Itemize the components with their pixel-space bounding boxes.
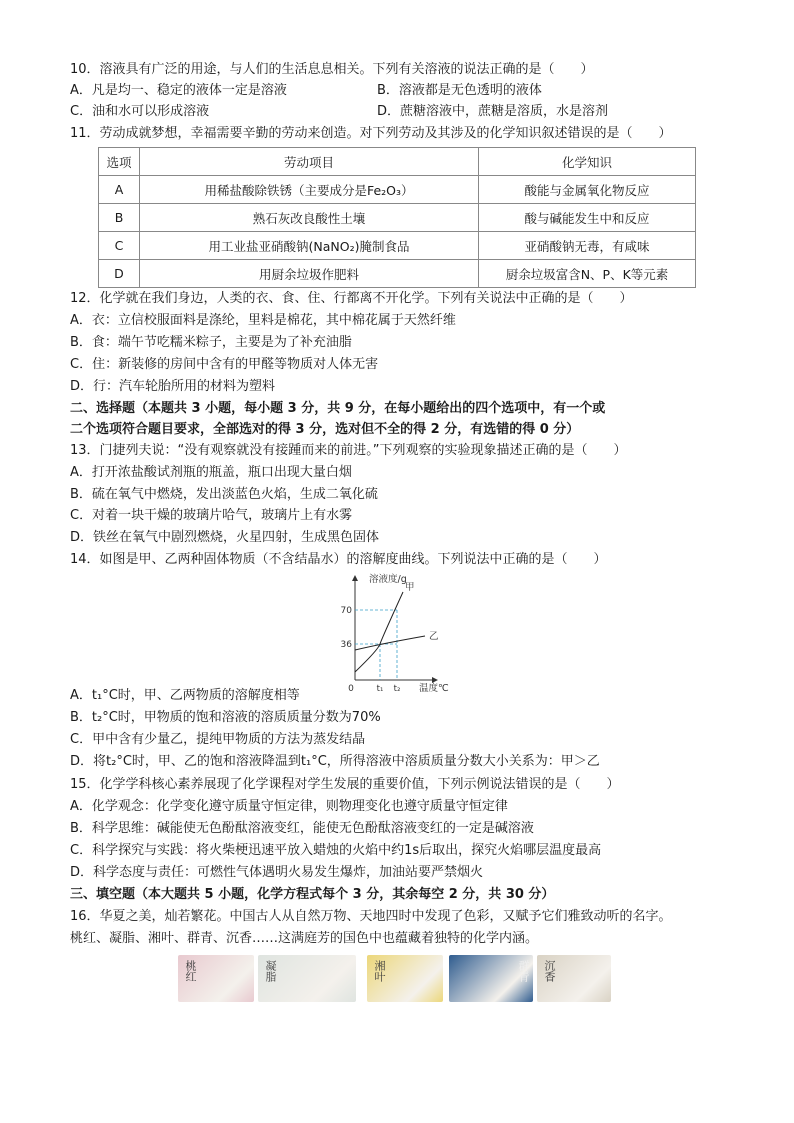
x-tick-label: t₂ <box>393 684 401 692</box>
table-cell-option: C <box>99 232 140 260</box>
labor-text: ） <box>401 182 414 198</box>
q10-option-a: A．凡是均一、稳定的液体一定是溶液 <box>70 83 287 98</box>
table-cell-labor <box>140 204 479 232</box>
table-row <box>99 176 696 204</box>
tile-caption: 凝脂 <box>264 960 277 982</box>
color-tile-image <box>367 955 443 1002</box>
chemical-formula: Fe₂O₃ <box>366 182 402 198</box>
q12-option-c: C．住：新装修的房间中含有的甲醛等物质对人体无害 <box>70 357 379 372</box>
series-label: 乙 <box>429 631 439 642</box>
q10-stem: 10．溶液具有广泛的用途，与人们的生活息息相关。下列有关溶液的说法正确的是（ ） <box>70 62 594 77</box>
q14-option-c: C．甲中含有少量乙，提纯甲物质的方法为蒸发结晶 <box>70 732 366 747</box>
q12-stem: 12．化学就在我们身边，人类的衣、食、住、行都离不开化学。下列有关说法中正确的是（ ） <box>70 291 633 306</box>
origin-label: 0 <box>348 684 354 692</box>
q15-option-c: C．科学探究与实践：将火柴梗迅速平放入蜡烛的火焰中约1s后取出，探究火焰哪层温度最高 <box>70 843 602 858</box>
table-row <box>99 204 696 232</box>
table-header-cell: 劳动项目 <box>140 148 479 176</box>
color-tile-image <box>258 955 356 1002</box>
q11-table <box>98 147 696 288</box>
q16-stem-cont: 桃红、凝脂、湘叶、群青、沉香……这满庭芳的国色中也蕴藏着独特的化学内涵。 <box>70 931 539 946</box>
series-line-yi <box>355 636 425 650</box>
q13-option-a: A．打开浓盐酸试剂瓶的瓶盖，瓶口出现大量白烟 <box>70 465 352 480</box>
table-cell-labor <box>140 232 479 260</box>
table-cell-option: B <box>99 204 140 232</box>
series-line-jia <box>355 592 403 672</box>
table-cell-knowledge: 厨余垃圾富含N、P、K等元素 <box>479 260 696 288</box>
table-cell-knowledge: 酸与碱能发生中和反应 <box>479 204 696 232</box>
q13-option-d: D．铁丝在氧气中剧烈燃烧，火星四射，生成黑色固体 <box>70 530 380 545</box>
q10-option-c: C．油和水可以形成溶液 <box>70 104 210 119</box>
table-header-cell: 化学知识 <box>479 148 696 176</box>
table-cell-knowledge: 亚硝酸钠无毒，有咸味 <box>479 232 696 260</box>
color-image-strip <box>178 955 616 1002</box>
section-2-heading-cont: 二个选项符合题目要求，全部选对的得 3 分，选对但不全的得 2 分，有选错的得 0 分） <box>70 422 580 437</box>
table-cell-knowledge: 酸能与金属氧化物反应 <box>479 176 696 204</box>
tile-caption: 群青 <box>517 960 530 982</box>
q13-option-c: C．对着一块干燥的玻璃片哈气，玻璃片上有水雾 <box>70 508 353 523</box>
labor-text: 熟石灰改良酸性土壤 <box>252 210 366 226</box>
table-cell-labor <box>140 260 479 288</box>
y-tick-label: 36 <box>340 640 352 650</box>
table-row <box>99 232 696 260</box>
tile-caption: 沉香 <box>543 960 556 982</box>
q15-option-a: A．化学观念：化学变化遵守质量守恒定律，则物理变化也遵守质量守恒定律 <box>70 799 508 814</box>
q15-stem: 15．化学学科核心素养展现了化学课程对学生发展的重要价值，下列示例说法错误的是（ ） <box>70 777 620 792</box>
series-label: 甲 <box>405 582 415 593</box>
labor-text: )腌制食品 <box>354 238 410 254</box>
chemical-formula: NaNO₂ <box>313 238 355 254</box>
q10-option-d: D．蔗糖溶液中，蔗糖是溶质，水是溶剂 <box>377 104 609 119</box>
q14-option-a: A．t₁°C时，甲、乙两物质的溶解度相等 <box>70 688 300 703</box>
x-axis-label: 温度℃ <box>419 683 449 692</box>
section-3-heading: 三、填空题（本大题共 5 小题，化学方程式每个 3 分，其余每空 2 分，共 30 分） <box>70 887 555 902</box>
q13-option-b: B．硫在氧气中燃烧，发出淡蓝色火焰，生成二氧化硫 <box>70 487 378 502</box>
q10-option-b: B．溶液都是无色透明的液体 <box>377 83 542 98</box>
q12-option-b: B．食：端午节吃糯米粽子，主要是为了补充油脂 <box>70 335 352 350</box>
y-tick-label: 70 <box>340 606 352 616</box>
table-cell-labor <box>140 176 479 204</box>
color-tile-image <box>178 955 254 1002</box>
q11-stem: 11．劳动成就梦想，幸福需要辛勤的劳动来创造。对下列劳动及其涉及的化学知识叙述错误的是（ ） <box>70 126 672 141</box>
q15-option-b: B．科学思维：碱能使无色酚酞溶液变红，能使无色酚酞溶液变红的一定是碱溶液 <box>70 821 534 836</box>
table-cell-option: A <box>99 176 140 204</box>
labor-text: 用工业盐亚硝酸钠( <box>208 238 314 254</box>
tile-caption: 湘叶 <box>373 960 386 982</box>
labor-text: 用稀盐酸除铁锈（主要成分是 <box>204 182 367 198</box>
section-2-heading: 二、选择题（本题共 3 小题，每小题 3 分，共 9 分，在每小题给出的四个选项中，有一个或 <box>70 401 606 416</box>
x-tick-label: t₁ <box>376 684 384 692</box>
q12-option-a: A．衣：立信校服面料是涤纶，里料是棉花，其中棉花属于天然纤维 <box>70 313 456 328</box>
table-header-cell: 选项 <box>99 148 140 176</box>
q14-option-d: D．将t₂°C时，甲、乙的饱和溶液降温到t₁°C，所得溶液中溶质质量分数大小关系为：甲＞乙 <box>70 754 600 769</box>
color-tile-image <box>449 955 533 1002</box>
q16-stem: 16．华夏之美，灿若繁花。中国古人从自然万物、天地四时中发现了色彩，又赋予它们雅致动听的名字。 <box>70 909 672 924</box>
q14-option-b: B．t₂°C时，甲物质的饱和溶液的溶质质量分数为70% <box>70 710 381 725</box>
q12-option-d: D．行：汽车轮胎所用的材料为塑料 <box>70 379 276 394</box>
solubility-chart <box>325 570 465 692</box>
q14-stem: 14．如图是甲、乙两种固体物质（不含结晶水）的溶解度曲线。下列说法中正确的是（ ） <box>70 552 607 567</box>
y-axis-label: 溶液度/g <box>369 574 407 585</box>
q13-stem: 13．门捷列夫说：“没有观察就没有接踵而来的前进。”下列观察的实验现象描述正确的是（ ） <box>70 443 627 458</box>
table-header-row <box>99 148 696 176</box>
table-cell-option: D <box>99 260 140 288</box>
table-row <box>99 260 696 288</box>
color-tile-image <box>537 955 611 1002</box>
q15-option-d: D．科学态度与责任：可燃性气体遇明火易发生爆炸，加油站要严禁烟火 <box>70 865 484 880</box>
tile-caption: 桃红 <box>184 960 197 982</box>
labor-text: 用厨余垃圾作肥料 <box>258 266 359 282</box>
